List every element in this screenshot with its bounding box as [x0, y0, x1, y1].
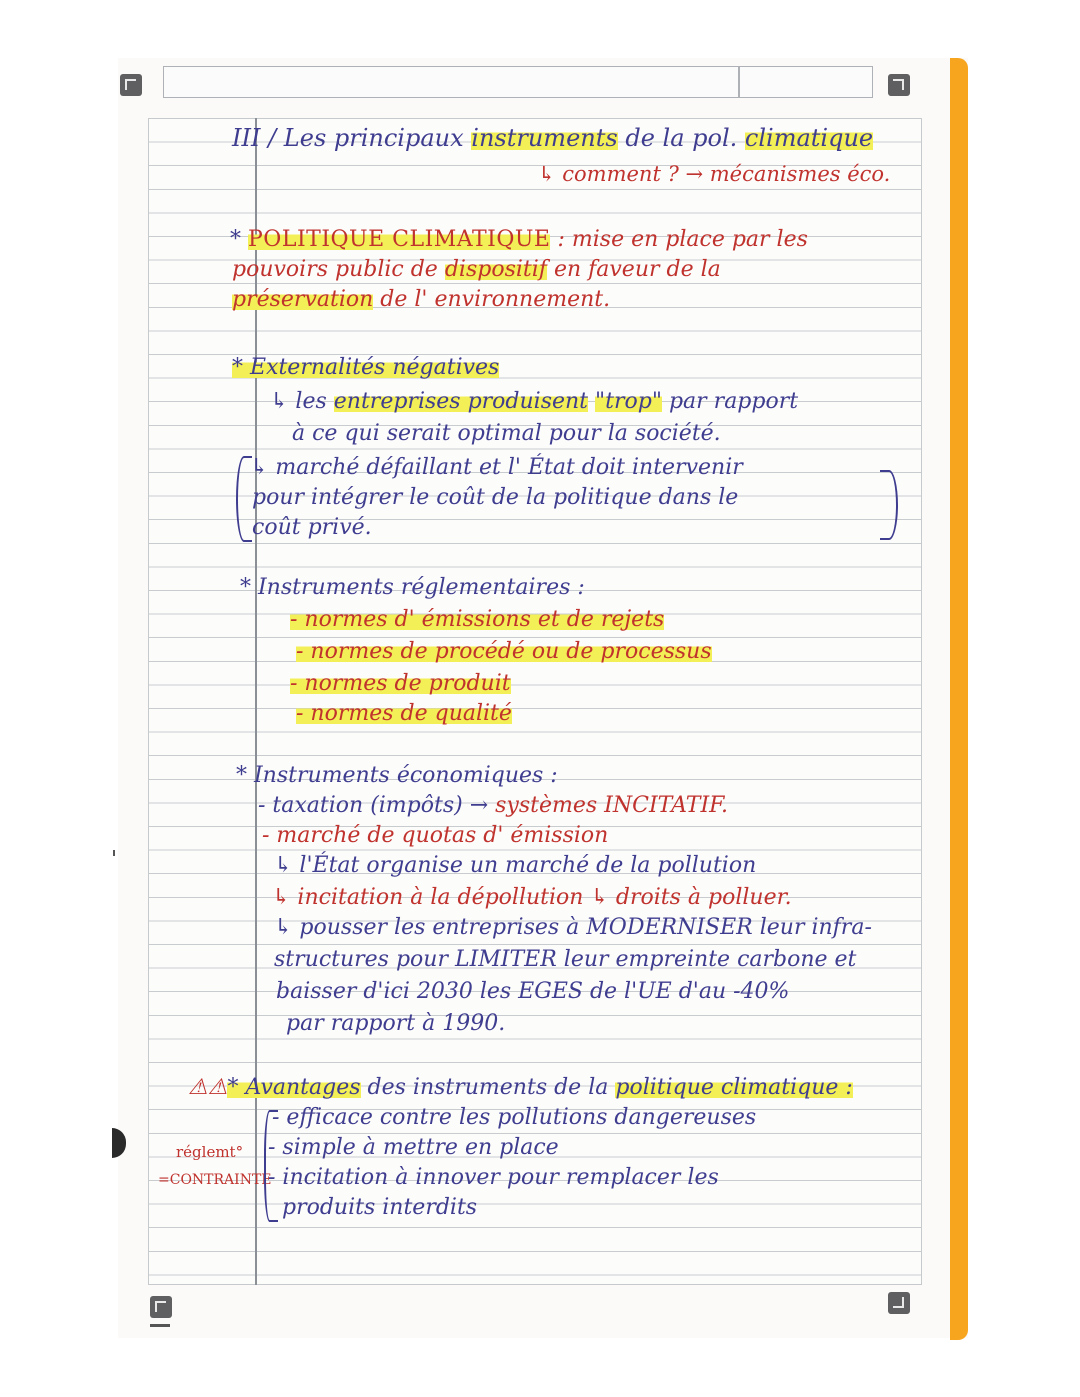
definition-line-3: préservation de l' environnement.	[232, 287, 611, 312]
externalites-heading: * Externalités négatives	[232, 355, 500, 380]
externalites-line-3: ↳ marché défaillant et l' État doit intervenir	[250, 455, 743, 480]
economiques-line-5: ↳ pousser les entreprises à MODERNISER leur infra-	[274, 915, 872, 940]
avantages-item-1: - efficace contre les pollutions dangereuses	[272, 1105, 757, 1130]
reglementaires-item-4: - normes de qualité	[296, 701, 512, 726]
side-label-reglement: réglemt°	[176, 1143, 244, 1161]
avantages-item-4: produits interdits	[282, 1195, 478, 1220]
externalites-line-4: pour intégrer le coût de la politique dans le	[252, 485, 739, 510]
economiques-line-4: ↳ incitation à la dépollution ↳ droits à polluer.	[272, 885, 792, 910]
economiques-item-2: - marché de quotas d' émission	[262, 823, 609, 848]
avantages-item-3: - incitation à innover pour remplacer les	[268, 1165, 719, 1190]
externalites-line-1: ↳ les entreprises produisent "trop" par rapport	[270, 389, 799, 414]
reglementaires-heading: * Instruments réglementaires :	[240, 575, 585, 600]
economiques-line-6: structures pour LIMITER leur empreinte carbone et	[274, 947, 857, 972]
economiques-line-3: ↳ l'État organise un marché de la pollution	[274, 853, 757, 878]
section-title: III / Les principaux instruments de la pol. climatique	[232, 124, 874, 152]
warning-icon: ⚠⚠	[188, 1075, 228, 1100]
avantages-heading: ⚠⚠* Avantages des instruments de la politique climatique :	[188, 1075, 853, 1100]
economiques-line-8: par rapport à 1990.	[286, 1011, 506, 1036]
reglementaires-item-1: - normes d' émissions et de rejets	[290, 607, 665, 632]
avantages-item-2: - simple à mettre en place	[268, 1135, 559, 1160]
economiques-item-1: - taxation (impôts) → systèmes INCITATIF.	[258, 793, 728, 818]
section-subtitle: ↳ comment ? → mécanismes éco.	[538, 162, 891, 186]
externalites-line-2: à ce qui serait optimal pour la société.	[292, 421, 721, 446]
side-label-contrainte: =CONTRAINTE	[158, 1172, 272, 1188]
economiques-heading: * Instruments économiques :	[236, 763, 558, 788]
reglementaires-item-2: - normes de procédé ou de processus	[296, 639, 712, 664]
definition-line-2: pouvoirs public de dispositif en faveur de la	[232, 257, 721, 282]
externalites-line-5: coût privé.	[252, 515, 372, 540]
reglementaires-item-3: - normes de produit	[290, 671, 511, 696]
economiques-line-7: baisser d'ici 2030 les EGES de l'UE d'au -40%	[276, 979, 790, 1004]
close-paren-mark	[880, 470, 898, 540]
definition-line-1: * POLITIQUE CLIMATIQUE : mise en place par les	[230, 227, 808, 252]
